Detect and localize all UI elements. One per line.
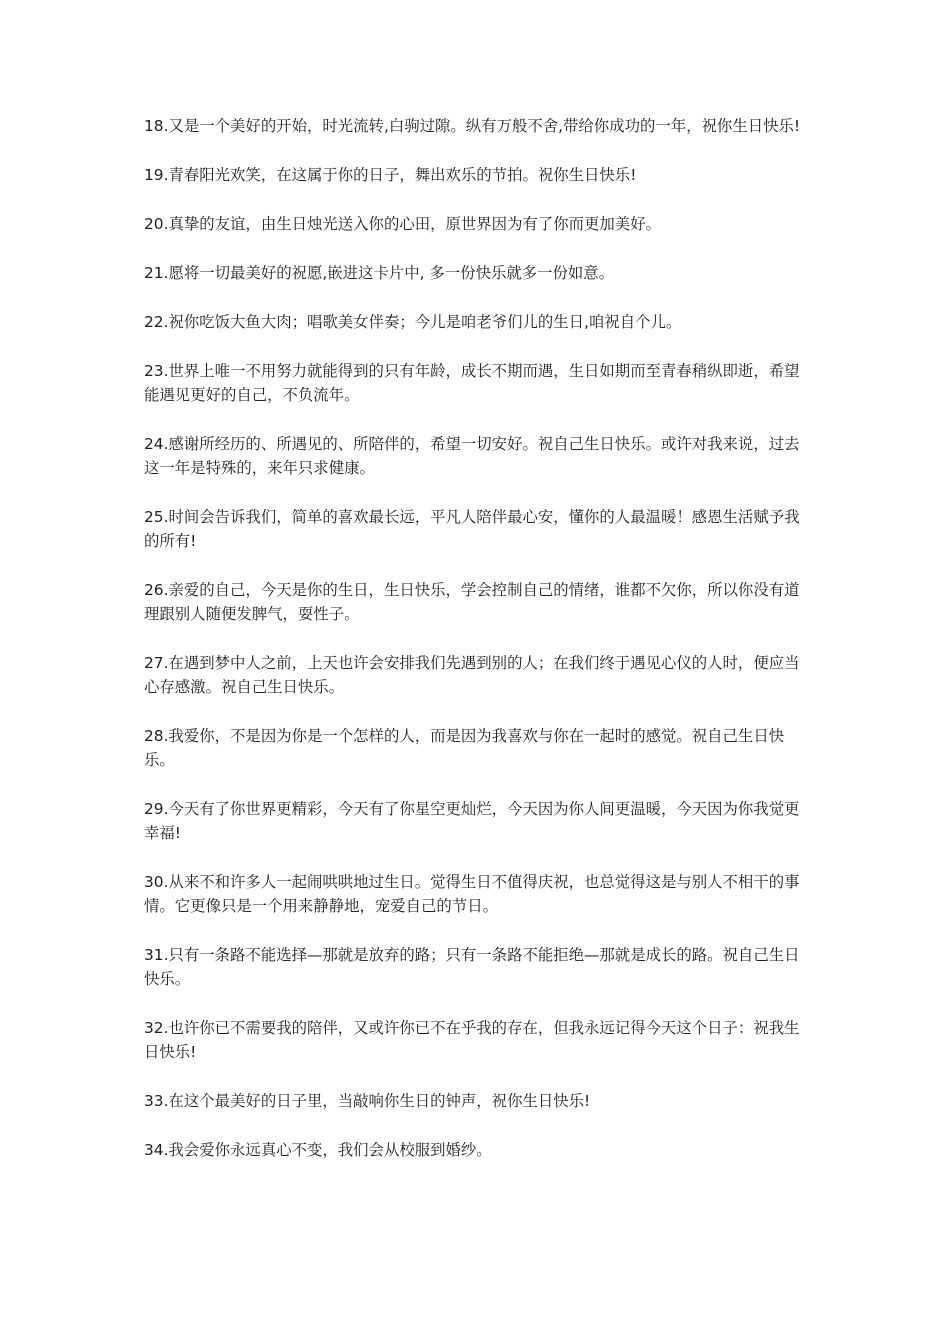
paragraph-23: 23.世界上唯一不用努力就能得到的只有年龄，成长不期而遇，生日如期而至青春稍纵即逝，希望能遇见更好的自己，不负流年。 <box>144 362 800 404</box>
paragraph-29: 29.今天有了你世界更精彩，今天有了你星空更灿烂，今天因为你人间更温暖，今天因为你我觉更幸福! <box>144 800 800 842</box>
paragraph-19: 19.青春阳光欢笑，在这属于你的日子，舞出欢乐的节拍。祝你生日快乐! <box>144 166 637 184</box>
paragraph-30: 30.从来不和许多人一起闹哄哄地过生日。觉得生日不值得庆祝，也总觉得这是与别人不相干的事情。它更像只是一个用来静静地，宠爱自己的节日。 <box>144 873 800 915</box>
paragraph-18: 18.又是一个美好的开始，时光流转,白驹过隙。纵有万般不舍,带给你成功的一年，祝你生日快乐! <box>144 117 801 135</box>
paragraph-27: 27.在遇到梦中人之前，上天也许会安排我们先遇到别的人；在我们终于遇见心仪的人时，便应当心存感激。祝自己生日快乐。 <box>144 654 800 696</box>
paragraph-22: 22.祝你吃饭大鱼大肉；唱歌美女伴奏；今儿是咱老爷们儿的生日,咱祝自个儿。 <box>144 313 682 331</box>
paragraph-21: 21.愿将一切最美好的祝愿,嵌进这卡片中, 多一份快乐就多一份如意。 <box>144 264 615 282</box>
paragraph-25: 25.时间会告诉我们，简单的喜欢最长远，平凡人陪伴最心安，懂你的人最温暖！感恩生活赋予我的所有! <box>144 508 800 550</box>
paragraph-26: 26.亲爱的自己，今天是你的生日，生日快乐，学会控制自己的情绪，谁都不欠你，所以你没有道理跟别人随便发脾气，耍性子。 <box>144 581 800 623</box>
paragraph-20: 20.真挚的友谊，由生日烛光送入你的心田，原世界因为有了你而更加美好。 <box>144 215 661 233</box>
paragraph-32: 32.也许你已不需要我的陪伴，又或许你已不在乎我的存在，但我永远记得今天这个日子：祝我生日快乐! <box>144 1019 800 1061</box>
paragraph-34: 34.我会爱你永远真心不变，我们会从校服到婚纱。 <box>144 1141 492 1159</box>
paragraph-31: 31.只有一条路不能选择—那就是放弃的路；只有一条路不能拒绝—那就是成长的路。祝自己生日快乐。 <box>144 946 800 988</box>
paragraph-33: 33.在这个最美好的日子里，当敲响你生日的钟声，祝你生日快乐! <box>144 1092 591 1110</box>
document-body <box>144 114 814 1187</box>
paragraph-28: 28.我爱你，不是因为你是一个怎样的人，而是因为我喜欢与你在一起时的感觉。祝自己生日快乐。 <box>144 727 785 769</box>
paragraph-24: 24.感谢所经历的、所遇见的、所陪伴的，希望一切安好。祝自己生日快乐。或许对我来说，过去这一年是特殊的，来年只求健康。 <box>144 435 800 477</box>
